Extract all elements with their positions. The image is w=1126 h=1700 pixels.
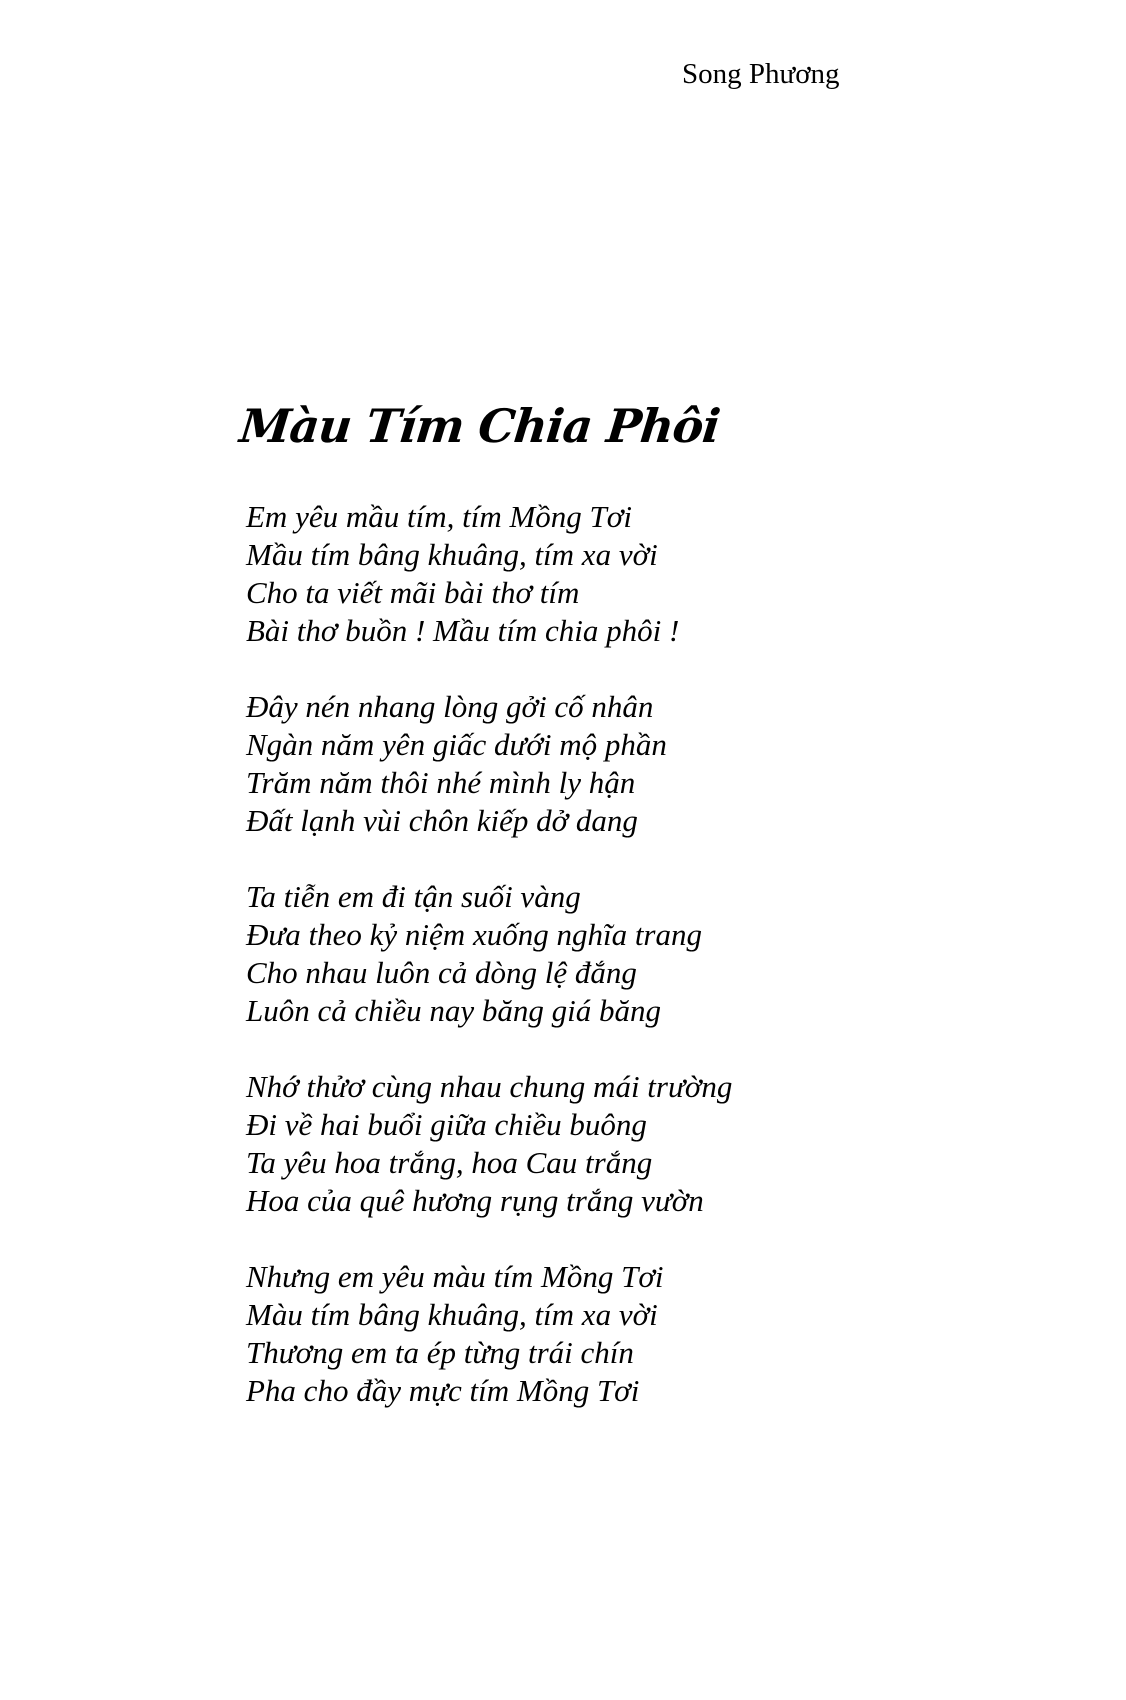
poem-line: Ngàn năm yên giấc dưới mộ phần: [246, 727, 667, 762]
poem-line: Hoa của quê hương rụng trắng vườn: [246, 1183, 704, 1218]
poem-line: Nhưng em yêu màu tím Mồng Tơi: [246, 1259, 664, 1294]
poem-line: Đây nén nhang lòng gởi cố nhân: [246, 689, 654, 724]
poem-line: Nhớ thửơ cùng nhau chung mái trường: [246, 1069, 733, 1104]
poem-line: Luôn cả chiều nay băng giá băng: [246, 993, 662, 1028]
stanza: [246, 688, 732, 840]
poem-line: Cho nhau luôn cả dòng lệ đắng: [246, 955, 637, 990]
author-name: Song Phương: [682, 58, 840, 90]
poem-line: Thương em ta ép từng trái chín: [246, 1335, 634, 1370]
poem-line: Đất lạnh vùi chôn kiếp dở dang: [246, 803, 638, 838]
poem-line: Trăm năm thôi nhé mình ly hận: [246, 765, 636, 800]
stanza: [246, 1068, 732, 1220]
poem-line: Ta yêu hoa trắng, hoa Cau trắng: [246, 1145, 653, 1180]
stanza: [246, 878, 732, 1030]
poem-line: Bài thơ buồn ! Mầu tím chia phôi !: [246, 613, 680, 648]
poem-title: Màu Tím Chia Phôi: [237, 399, 722, 453]
poem-body: [246, 498, 732, 1448]
poem-line: Cho ta viết mãi bài thơ tím: [246, 575, 580, 610]
poem-line: Đưa theo kỷ niệm xuống nghĩa trang: [246, 917, 702, 952]
poem-line: Màu tím bâng khuâng, tím xa vời: [246, 1297, 658, 1332]
poem-line: Đi về hai buổi giữa chiều buông: [246, 1107, 647, 1142]
poem-line: Mầu tím bâng khuâng, tím xa vời: [246, 537, 658, 572]
poem-line: Ta tiễn em đi tận suối vàng: [246, 879, 581, 914]
stanza: [246, 498, 732, 650]
poem-line: Pha cho đầy mực tím Mồng Tơi: [246, 1373, 640, 1408]
poem-line: Em yêu mầu tím, tím Mồng Tơi: [246, 499, 632, 534]
stanza: [246, 1258, 732, 1410]
